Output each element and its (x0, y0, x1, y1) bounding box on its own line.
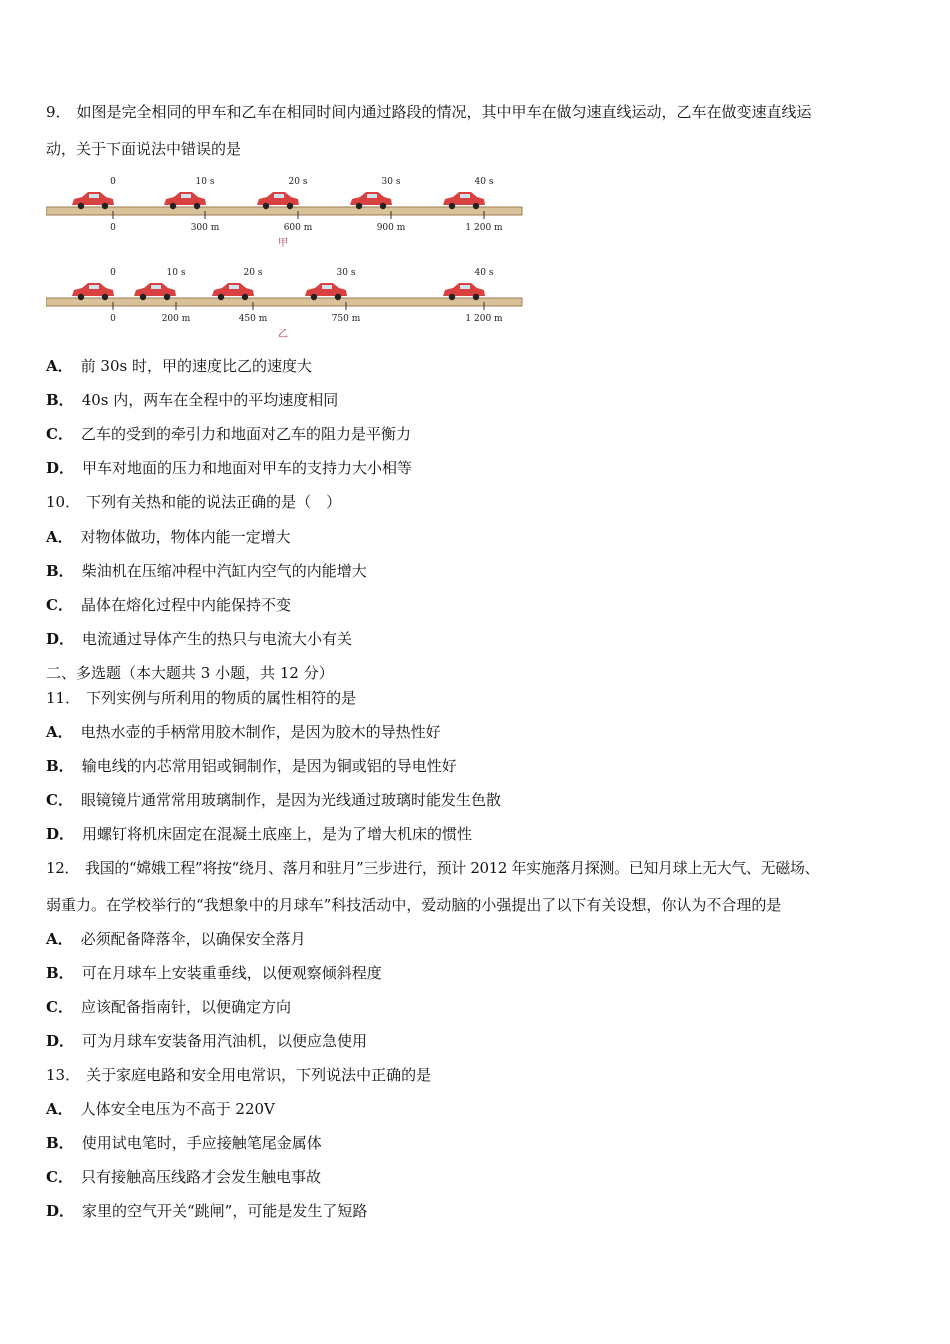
jia-time-1: 10 s (195, 177, 215, 187)
q11-stem-text: 下列实例与所利用的物质的属性相符的是 (86, 689, 357, 707)
yi-time-1: 10 s (166, 268, 186, 278)
q12-stem-text-1: 我国的“嫦娥工程”将按“绕月、落月和驻月”三步进行，预计 2012 年实施落月探测。已知月球上无大气、无磁场、 (85, 859, 820, 877)
q12-stem-line2: 弱重力。在学校举行的“我想象中的月球车”科技活动中，爱动脑的小强提出了以下有关设想，你认为不合理的是 (46, 896, 782, 914)
option-letter: A． (46, 723, 73, 741)
q12-option-d (46, 1031, 367, 1051)
q9-number: 9． (46, 103, 71, 121)
yi-time-2: 20 s (243, 268, 263, 278)
q10-stem (46, 492, 341, 512)
yi-time-3: 30 s (336, 268, 356, 278)
jia-dist-2: 600 m (283, 223, 313, 233)
q12-stem-line1 (46, 858, 819, 878)
q11-stem (46, 688, 356, 708)
q9-stem-text-1: 如图是完全相同的甲车和乙车在相同时间内通过路段的情况，其中甲车在做匀速直线运动，乙车在做变速直线运 (76, 103, 812, 121)
yi-dist-2: 450 m (238, 314, 268, 324)
option-letter: C． (46, 1168, 73, 1186)
q9-option-b (46, 390, 338, 410)
option-letter: B． (46, 1134, 74, 1152)
q11-number: 11． (46, 689, 81, 707)
option-letter: A． (46, 357, 73, 375)
option-letter: C． (46, 425, 73, 443)
q10-option-c (46, 595, 291, 615)
option-letter: C． (46, 596, 73, 614)
option-letter: A． (46, 930, 73, 948)
q13-option-a (46, 1099, 275, 1119)
jia-dist-4: 1 200 m (465, 223, 503, 233)
option-text: 只有接触高压线路才会发生触电事故 (80, 1168, 321, 1186)
yi-dist-0: 0 (110, 314, 116, 324)
q10-option-a (46, 527, 291, 547)
q10-stem-text: 下列有关热和能的说法正确的是（ ） (86, 493, 342, 511)
figure-yi (46, 265, 524, 343)
option-letter: B． (46, 562, 74, 580)
option-letter: D． (46, 459, 75, 477)
jia-time-2: 20 s (288, 177, 308, 187)
q9-stem-line2: 动，关于下面说法中错误的是 (46, 140, 242, 158)
option-text: 人体安全电压为不高于 220V (80, 1100, 275, 1118)
option-letter: D． (46, 630, 75, 648)
q9-stem-line1 (46, 102, 812, 122)
q11-option-b (46, 756, 457, 776)
yi-time-4: 40 s (474, 268, 494, 278)
yi-dist-3: 750 m (331, 314, 361, 324)
q10-option-d (46, 629, 352, 649)
q10-option-b (46, 561, 367, 581)
yi-dist-1: 200 m (161, 314, 191, 324)
option-text: 输电线的内芯常用铝或铜制作，是因为铜或铝的导电性好 (81, 757, 457, 775)
option-letter: D． (46, 1202, 75, 1220)
option-text: 应该配备指南针，以便确定方向 (80, 998, 291, 1016)
q12-option-c (46, 997, 291, 1017)
q13-option-d (46, 1201, 367, 1221)
q12-option-a (46, 929, 306, 949)
jia-dist-1: 300 m (190, 223, 220, 233)
q10-number: 10． (46, 493, 81, 511)
option-text: 可为月球车安装备用汽油机，以便应急使用 (82, 1032, 368, 1050)
section-title: 二、多选题（本大题共 3 小题，共 12 分） (46, 664, 334, 682)
option-letter: B． (46, 391, 74, 409)
option-letter: C． (46, 998, 73, 1016)
jia-time-4: 40 s (474, 177, 494, 187)
yi-dist-4: 1 200 m (465, 314, 503, 324)
q9-option-c (46, 424, 411, 444)
jia-time-0: 0 (110, 177, 116, 187)
jia-time-3: 30 s (381, 177, 401, 187)
q12-option-b (46, 963, 382, 983)
option-text: 电热水壶的手柄常用胶木制作，是因为胶木的导热性好 (80, 723, 441, 741)
q13-stem-text: 关于家庭电路和安全用电常识，下列说法中正确的是 (86, 1066, 432, 1084)
option-text: 必须配备降落伞，以确保安全落月 (80, 930, 306, 948)
option-letter: C． (46, 791, 73, 809)
figure-jia (46, 174, 524, 252)
option-text: 前 30s 时，甲的速度比乙的速度大 (80, 357, 312, 375)
option-text: 使用试电笔时，手应接触笔尾金属体 (81, 1134, 322, 1152)
q9-option-d (46, 458, 412, 478)
option-letter: A． (46, 1100, 73, 1118)
q12-number: 12． (46, 859, 80, 877)
jia-dist-3: 900 m (376, 223, 406, 233)
option-text: 电流通过导体产生的热只与电流大小有关 (82, 630, 353, 648)
option-text: 对物体做功，物体内能一定增大 (80, 528, 291, 546)
q11-option-a (46, 722, 441, 742)
yi-caption: 乙 (278, 329, 288, 340)
option-letter: B． (46, 757, 74, 775)
q13-option-c (46, 1167, 321, 1187)
option-text: 可在月球车上安装重垂线，以便观察倾斜程度 (81, 964, 382, 982)
q13-stem (46, 1065, 431, 1085)
option-letter: B． (46, 964, 74, 982)
option-letter: D． (46, 825, 75, 843)
option-text: 用螺钉将机床固定在混凝土底座上，是为了增大机床的惯性 (82, 825, 473, 843)
jia-dist-0: 0 (110, 223, 116, 233)
q11-option-c (46, 790, 501, 810)
option-text: 家里的空气开关“跳闸”，可能是发生了短路 (82, 1202, 368, 1220)
option-text: 晶体在熔化过程中内能保持不变 (80, 596, 291, 614)
q13-option-b (46, 1133, 322, 1153)
option-letter: D． (46, 1032, 75, 1050)
q11-option-d (46, 824, 472, 844)
option-letter: A． (46, 528, 73, 546)
option-text: 眼镜镜片通常常用玻璃制作，是因为光线通过玻璃时能发生色散 (80, 791, 501, 809)
option-text: 40s 内，两车在全程中的平均速度相同 (81, 391, 339, 409)
q13-number: 13． (46, 1066, 81, 1084)
option-text: 甲车对地面的压力和地面对甲车的支持力大小相等 (82, 459, 413, 477)
option-text: 柴油机在压缩冲程中汽缸内空气的内能增大 (81, 562, 367, 580)
yi-time-0: 0 (110, 268, 116, 278)
jia-caption: 甲 (278, 238, 288, 249)
option-text: 乙车的受到的牵引力和地面对乙车的阻力是平衡力 (80, 425, 411, 443)
q9-option-a (46, 356, 312, 376)
